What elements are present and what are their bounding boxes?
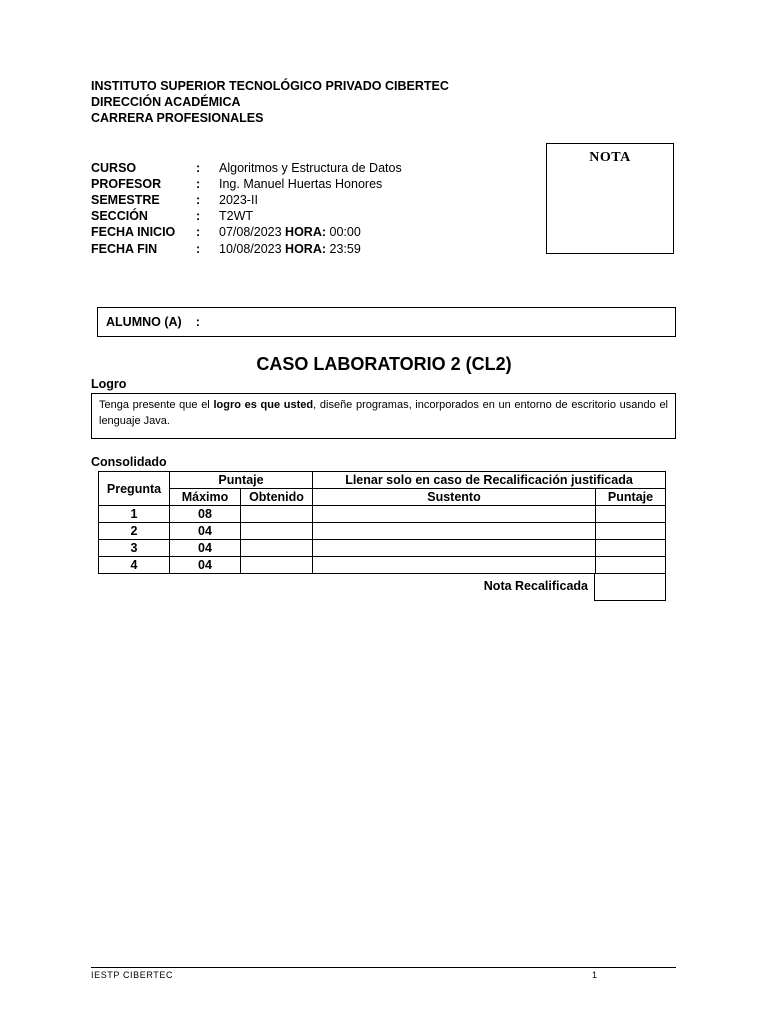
fecha-fin-hora: 23:59 xyxy=(329,242,361,256)
nota-title: NOTA xyxy=(589,150,631,165)
logro-text-bold: logro es que usted xyxy=(213,399,314,411)
page-number: 1 xyxy=(592,970,598,980)
row-obtenido[interactable] xyxy=(241,540,313,557)
table-row xyxy=(99,506,666,523)
header-sustento: Sustento xyxy=(313,489,596,506)
alumno-label: ALUMNO (A) xyxy=(106,315,182,329)
row-puntaje-rec[interactable] xyxy=(596,506,666,523)
footer-institution: IESTP CIBERTEC xyxy=(91,970,174,980)
row-maximo: 04 xyxy=(170,523,241,540)
case-title: CASO LABORATORIO 2 (CL2) xyxy=(256,354,512,374)
consolidado-table xyxy=(98,471,666,574)
row-sustento[interactable] xyxy=(313,523,596,540)
seccion-value: T2WT xyxy=(219,209,254,223)
profesor-value: Ing. Manuel Huertas Honores xyxy=(219,177,383,191)
header-pregunta: Pregunta xyxy=(99,472,170,506)
row-pregunta: 3 xyxy=(99,540,170,557)
logro-label: Logro xyxy=(91,377,127,391)
logro-box xyxy=(91,393,676,439)
fecha-fin-label: FECHA FIN xyxy=(91,242,158,256)
fecha-inicio-date: 07/08/2023 xyxy=(219,225,282,239)
row-obtenido[interactable] xyxy=(241,557,313,574)
row-puntaje-rec[interactable] xyxy=(596,557,666,574)
fecha-fin-value xyxy=(219,241,361,257)
row-sustento[interactable] xyxy=(313,506,596,523)
header-maximo: Máximo xyxy=(170,489,241,506)
table-row xyxy=(99,540,666,557)
info-colon: : xyxy=(196,209,201,223)
header-obtenido: Obtenido xyxy=(241,489,313,506)
seccion-label: SECCIÓN xyxy=(91,209,148,223)
career-name: CARRERA PROFESIONALES xyxy=(91,111,264,125)
row-pregunta: 2 xyxy=(99,523,170,540)
header-recalificacion: Llenar solo en caso de Recalificación justificada xyxy=(313,472,666,489)
semestre-value: 2023-II xyxy=(219,193,258,207)
fecha-inicio-value xyxy=(219,224,361,240)
curso-label: CURSO xyxy=(91,161,137,175)
fecha-inicio-label: FECHA INICIO xyxy=(91,225,176,239)
curso-value: Algoritmos y Estructura de Datos xyxy=(219,161,402,175)
info-colon: : xyxy=(196,193,201,207)
row-puntaje-rec[interactable] xyxy=(596,523,666,540)
hora-label: HORA: xyxy=(285,225,327,239)
nota-recalificada-label: Nota Recalificada xyxy=(483,579,588,593)
fecha-fin-date: 10/08/2023 xyxy=(219,242,282,256)
nota-box[interactable] xyxy=(546,143,674,254)
alumno-field[interactable] xyxy=(97,307,676,337)
row-pregunta: 1 xyxy=(99,506,170,523)
table-row xyxy=(99,557,666,574)
row-puntaje-rec[interactable] xyxy=(596,540,666,557)
logro-text-before: Tenga presente que el xyxy=(99,399,214,411)
institution-name: INSTITUTO SUPERIOR TECNOLÓGICO PRIVADO CIBERTEC xyxy=(91,79,449,93)
header-puntaje-rec: Puntaje xyxy=(596,489,666,506)
info-colon: : xyxy=(196,225,201,239)
table-row xyxy=(99,523,666,540)
row-maximo: 04 xyxy=(170,540,241,557)
row-obtenido[interactable] xyxy=(241,523,313,540)
row-maximo: 04 xyxy=(170,557,241,574)
profesor-label: PROFESOR xyxy=(91,177,162,191)
row-maximo: 08 xyxy=(170,506,241,523)
footer-divider xyxy=(91,967,676,968)
fecha-inicio-hora: 00:00 xyxy=(329,225,361,239)
info-colon: : xyxy=(196,161,201,175)
nota-recalificada-box[interactable] xyxy=(594,573,666,601)
header-puntaje: Puntaje xyxy=(170,472,313,489)
row-sustento[interactable] xyxy=(313,540,596,557)
consolidado-label: Consolidado xyxy=(91,455,167,469)
info-colon: : xyxy=(196,177,201,191)
hora-label: HORA: xyxy=(285,242,327,256)
info-colon: : xyxy=(196,242,201,256)
alumno-colon: : xyxy=(195,315,200,329)
row-pregunta: 4 xyxy=(99,557,170,574)
department-name: DIRECCIÓN ACADÉMICA xyxy=(91,95,241,109)
row-obtenido[interactable] xyxy=(241,506,313,523)
row-sustento[interactable] xyxy=(313,557,596,574)
semestre-label: SEMESTRE xyxy=(91,193,160,207)
logro-text-after: , diseñe programas, incorporados en un entorno de escritorio usando el lenguaje Java. xyxy=(99,399,669,427)
